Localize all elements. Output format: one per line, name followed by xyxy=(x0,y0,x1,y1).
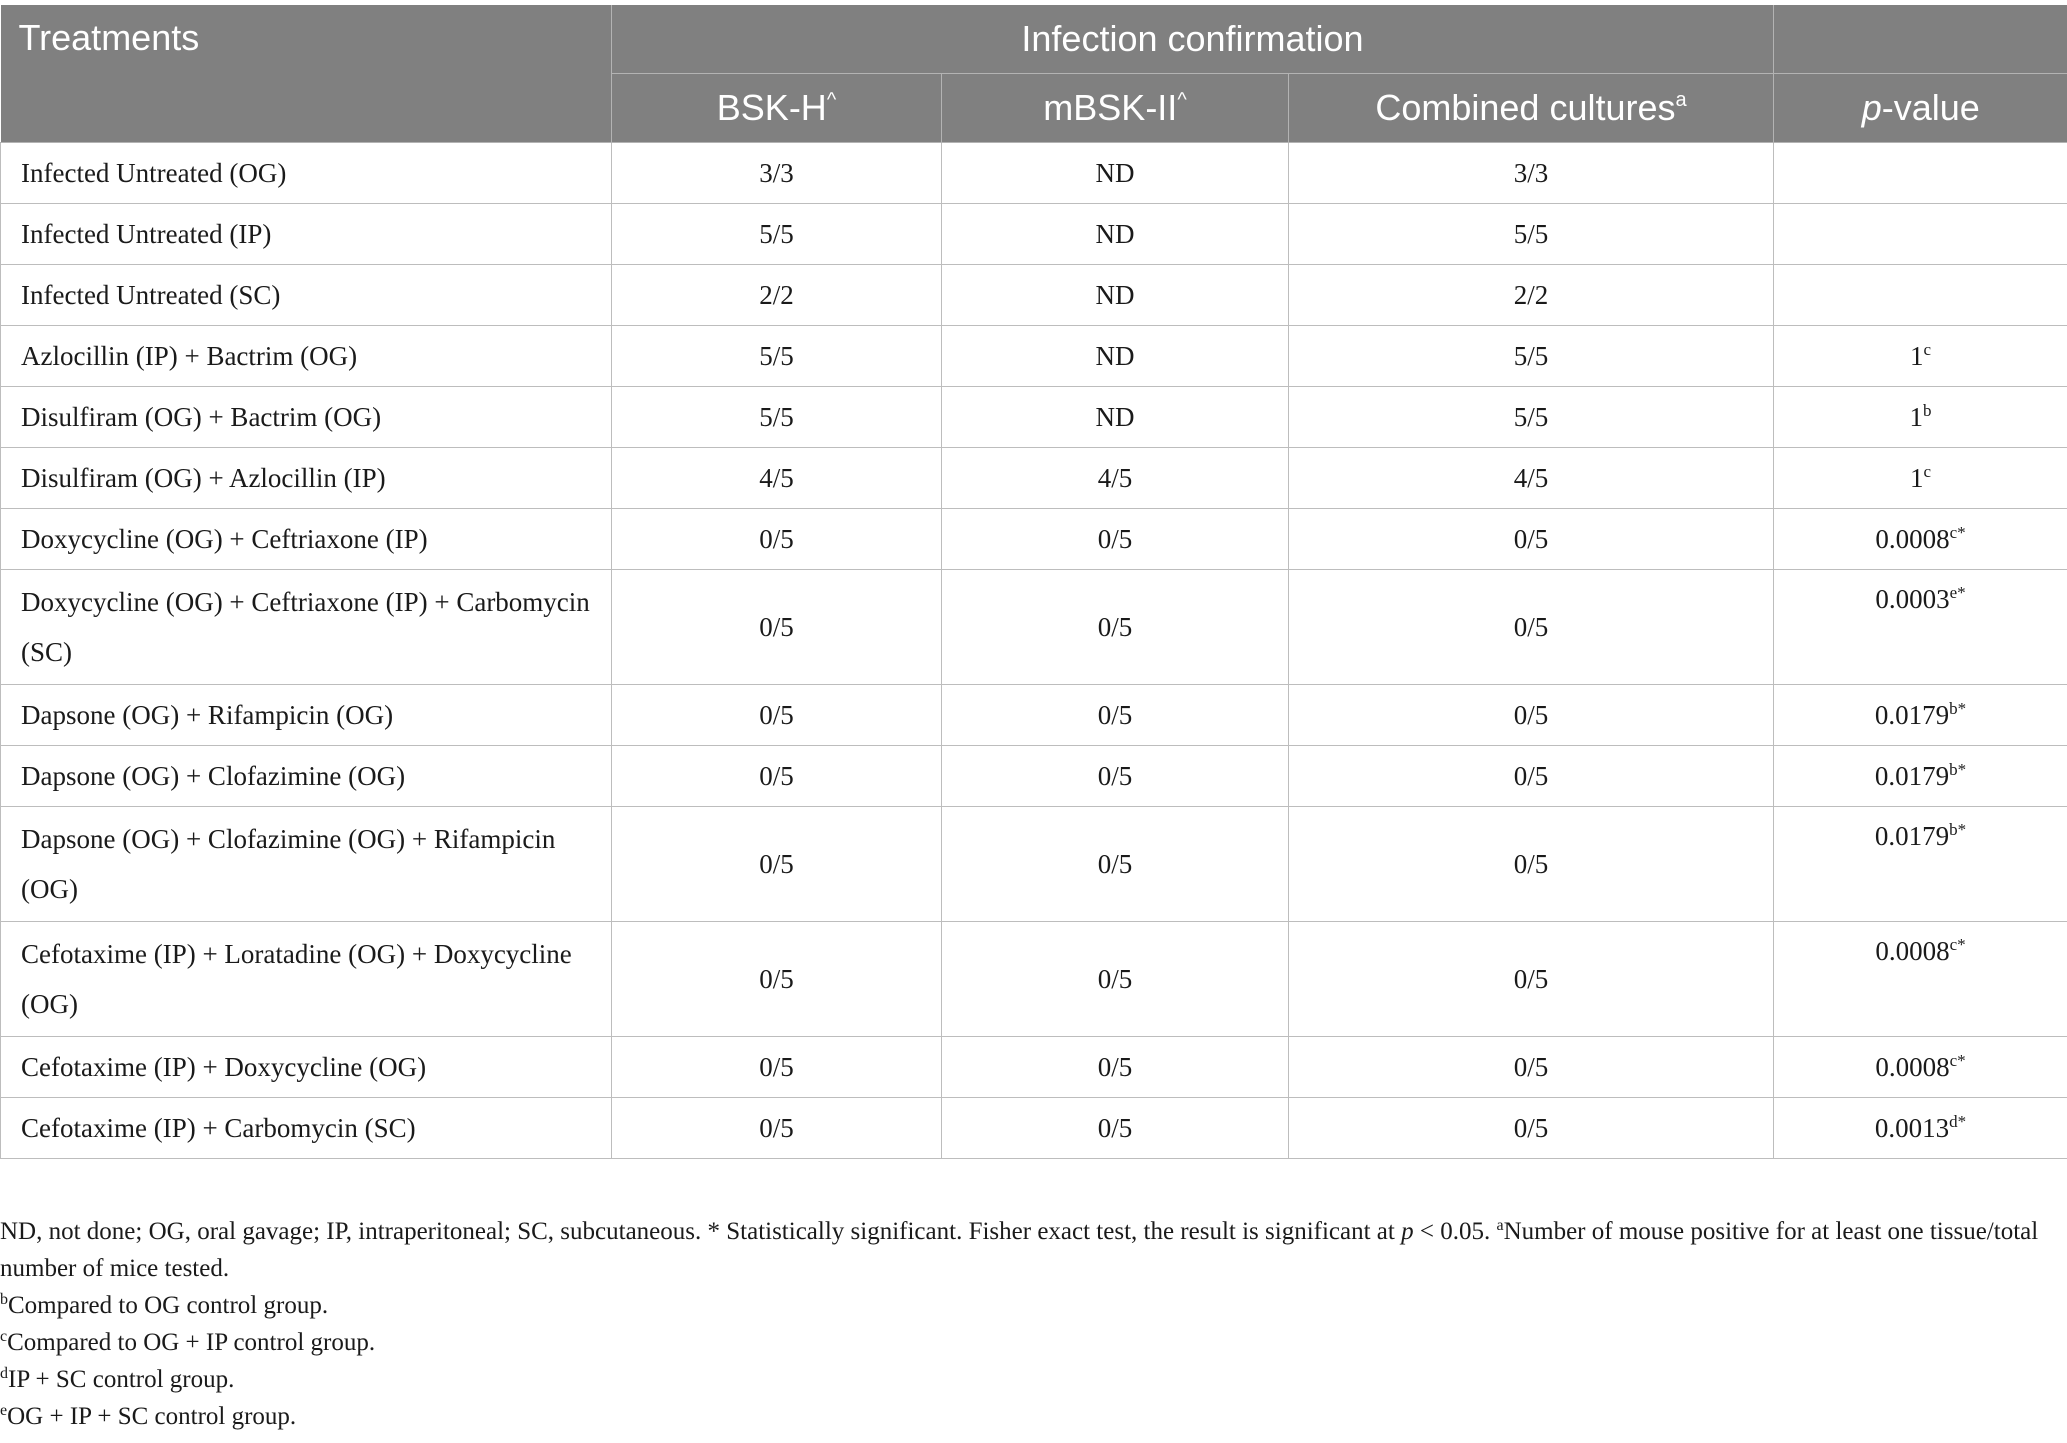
table-row xyxy=(1,265,2067,326)
p-value-footnote-mark: b* xyxy=(1949,820,1967,839)
cell-p-value xyxy=(1774,807,2067,922)
cell-mbsk-ii: 0/5 xyxy=(942,807,1289,922)
table-row xyxy=(1,387,2067,448)
cell-mbsk-ii: 0/5 xyxy=(942,746,1289,807)
cell-p-value xyxy=(1774,685,2067,746)
p-value-footnote-mark: c* xyxy=(1949,935,1966,954)
cell-treatment: Cefotaxime (IP) + Doxycycline (OG) xyxy=(1,1037,612,1098)
cell-combined-cultures: 0/5 xyxy=(1289,685,1774,746)
cell-treatment: Doxycycline (OG) + Ceftriaxone (IP) xyxy=(1,509,612,570)
cell-mbsk-ii: 0/5 xyxy=(942,1037,1289,1098)
p-value-number: 0.0008 xyxy=(1875,936,1950,966)
cell-combined-cultures: 5/5 xyxy=(1289,204,1774,265)
cell-combined-cultures: 0/5 xyxy=(1289,570,1774,685)
table-row xyxy=(1,922,2067,1037)
cell-mbsk-ii: ND xyxy=(942,326,1289,387)
cell-treatment: Dapsone (OG) + Clofazimine (OG) xyxy=(1,746,612,807)
cell-combined-cultures: 5/5 xyxy=(1289,387,1774,448)
p-value-number: 0.0179 xyxy=(1874,700,1950,730)
cell-bsk-h: 0/5 xyxy=(612,922,942,1037)
cell-combined-cultures: 4/5 xyxy=(1289,448,1774,509)
p-value-number: 0.0008 xyxy=(1875,1052,1950,1082)
cell-treatment: Infected Untreated (OG) xyxy=(1,143,612,204)
cell-bsk-h: 2/2 xyxy=(612,265,942,326)
cell-combined-cultures: 3/3 xyxy=(1289,143,1774,204)
p-value-footnote-mark: c* xyxy=(1949,1051,1966,1070)
table-footnotes xyxy=(0,1213,2050,1435)
cell-p-value xyxy=(1774,509,2067,570)
cell-p-value xyxy=(1774,387,2067,448)
cell-mbsk-ii: 0/5 xyxy=(942,570,1289,685)
cell-treatment: Cefotaxime (IP) + Loratadine (OG) + Doxycycline (OG) xyxy=(1,922,612,1037)
cell-bsk-h: 3/3 xyxy=(612,143,942,204)
p-value-footnote-mark: e* xyxy=(1949,583,1966,602)
cell-combined-cultures: 0/5 xyxy=(1289,1098,1774,1159)
cell-mbsk-ii: 0/5 xyxy=(942,922,1289,1037)
p-value-number: 0.0179 xyxy=(1874,761,1950,791)
cell-treatment: Azlocillin (IP) + Bactrim (OG) xyxy=(1,326,612,387)
cell-bsk-h: 4/5 xyxy=(612,448,942,509)
cell-treatment: Dapsone (OG) + Rifampicin (OG) xyxy=(1,685,612,746)
cell-treatment: Disulfiram (OG) + Azlocillin (IP) xyxy=(1,448,612,509)
cell-bsk-h: 5/5 xyxy=(612,204,942,265)
header-infection-confirmation: Infection confirmation xyxy=(612,5,1774,74)
cell-bsk-h: 0/5 xyxy=(612,807,942,922)
footnote-main: ND, not done; OG, oral gavage; IP, intraperitoneal; SC, subcutaneous. * Statistically significant. Fisher exact test, the result is significant at p < 0.05. $^a$Number of mouse positive for at least one tissue/total number of mice tested. xyxy=(0,1217,2039,1282)
cell-p-value xyxy=(1774,746,2067,807)
cell-combined-cultures: 0/5 xyxy=(1289,807,1774,922)
table-row xyxy=(1,509,2067,570)
table-row xyxy=(1,1098,2067,1159)
header-combined-cultures: Combined cultures$^a$ xyxy=(1289,74,1774,143)
table-row xyxy=(1,326,2067,387)
cell-p-value xyxy=(1774,922,2067,1037)
p-value-footnote-mark: c xyxy=(1923,462,1932,481)
header-blank-cell xyxy=(1774,5,2067,74)
cell-treatment: Infected Untreated (IP) xyxy=(1,204,612,265)
cell-combined-cultures: 0/5 xyxy=(1289,509,1774,570)
cell-combined-cultures: 2/2 xyxy=(1289,265,1774,326)
cell-p-value xyxy=(1774,448,2067,509)
p-value-footnote-mark: c* xyxy=(1949,523,1966,542)
footnote-b: $^b$Compared to OG control group. xyxy=(0,1291,329,1319)
cell-p-value xyxy=(1774,570,2067,685)
header-treatments: Treatments xyxy=(1,5,612,143)
cell-treatment: Cefotaxime (IP) + Carbomycin (SC) xyxy=(1,1098,612,1159)
cell-bsk-h: 5/5 xyxy=(612,387,942,448)
table-row xyxy=(1,685,2067,746)
p-value-footnote-mark: c xyxy=(1923,340,1932,359)
cell-mbsk-ii: 0/5 xyxy=(942,1098,1289,1159)
header-row-group xyxy=(1,5,2067,74)
p-value-footnote-mark: d* xyxy=(1949,1112,1967,1131)
header-bsk-h: BSK-H^ xyxy=(612,74,942,143)
p-value-footnote-mark: b xyxy=(1923,401,1932,420)
footnote-c: $^c$Compared to OG + IP control group. xyxy=(0,1328,376,1356)
header-p-value: p-value xyxy=(1774,74,2067,143)
cell-treatment: Infected Untreated (SC) xyxy=(1,265,612,326)
cell-bsk-h: 0/5 xyxy=(612,746,942,807)
cell-mbsk-ii: ND xyxy=(942,387,1289,448)
cell-p-value xyxy=(1774,204,2067,265)
p-value-footnote-mark: b* xyxy=(1949,699,1967,718)
cell-p-value xyxy=(1774,1098,2067,1159)
p-value-number: 0.0179 xyxy=(1874,821,1950,851)
p-value-number: 0.0008 xyxy=(1875,524,1950,554)
table-row xyxy=(1,746,2067,807)
cell-mbsk-ii: ND xyxy=(942,143,1289,204)
cell-bsk-h: 0/5 xyxy=(612,1037,942,1098)
cell-bsk-h: 0/5 xyxy=(612,570,942,685)
cell-bsk-h: 5/5 xyxy=(612,326,942,387)
p-value-number: 0.0003 xyxy=(1875,584,1950,614)
footnote-e: $^e$OG + IP + SC control group. xyxy=(0,1402,297,1430)
cell-mbsk-ii: 4/5 xyxy=(942,448,1289,509)
table-row xyxy=(1,204,2067,265)
table-row xyxy=(1,143,2067,204)
p-value-number: 1 xyxy=(1909,463,1924,493)
p-value-footnote-mark: b* xyxy=(1949,760,1967,779)
cell-mbsk-ii: 0/5 xyxy=(942,685,1289,746)
cell-treatment: Disulfiram (OG) + Bactrim (OG) xyxy=(1,387,612,448)
footnote-d: $^d$IP + SC control group. xyxy=(0,1365,235,1393)
table-row xyxy=(1,448,2067,509)
header-mbsk-ii: mBSK-II^ xyxy=(942,74,1289,143)
p-value-number: 0.0013 xyxy=(1874,1113,1950,1143)
cell-mbsk-ii: 0/5 xyxy=(942,509,1289,570)
cell-p-value xyxy=(1774,265,2067,326)
cell-mbsk-ii: ND xyxy=(942,265,1289,326)
cell-combined-cultures: 5/5 xyxy=(1289,326,1774,387)
cell-p-value xyxy=(1774,143,2067,204)
cell-combined-cultures: 0/5 xyxy=(1289,746,1774,807)
table-row xyxy=(1,570,2067,685)
cell-bsk-h: 0/5 xyxy=(612,1098,942,1159)
cell-bsk-h: 0/5 xyxy=(612,509,942,570)
cell-treatment: Doxycycline (OG) + Ceftriaxone (IP) + Carbomycin (SC) xyxy=(1,570,612,685)
table-row xyxy=(1,1037,2067,1098)
p-value-number: 1 xyxy=(1909,341,1924,371)
cell-combined-cultures: 0/5 xyxy=(1289,1037,1774,1098)
cell-treatment: Dapsone (OG) + Clofazimine (OG) + Rifampicin (OG) xyxy=(1,807,612,922)
cell-bsk-h: 0/5 xyxy=(612,685,942,746)
table-row xyxy=(1,807,2067,922)
cell-p-value xyxy=(1774,1037,2067,1098)
cell-combined-cultures: 0/5 xyxy=(1289,922,1774,1037)
results-table xyxy=(0,5,2067,1159)
table-body xyxy=(1,143,2067,1159)
cell-mbsk-ii: ND xyxy=(942,204,1289,265)
p-value-number: 1 xyxy=(1909,402,1924,432)
cell-p-value xyxy=(1774,326,2067,387)
